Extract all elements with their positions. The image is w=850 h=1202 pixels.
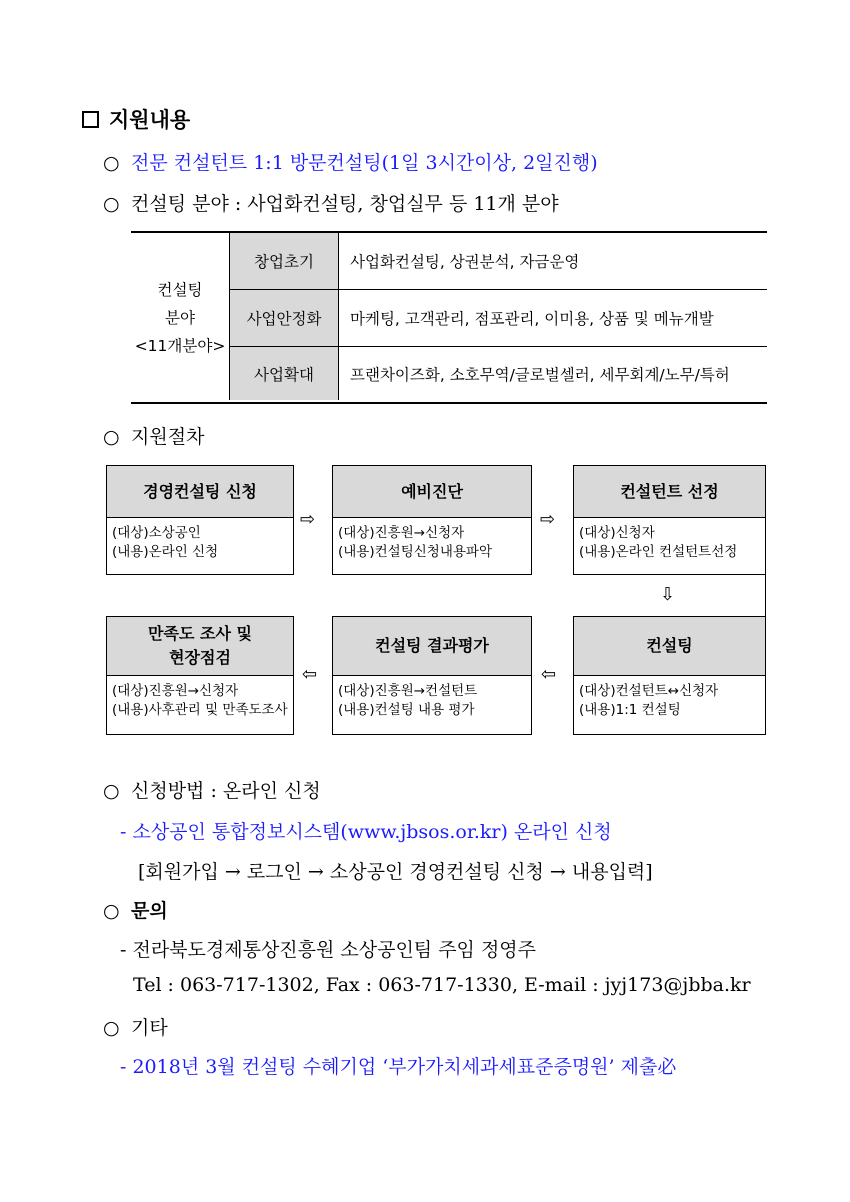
procedure-item bbox=[103, 422, 204, 449]
step-target: (대상)컨설턴트↔신청자 bbox=[579, 683, 719, 699]
step-title: 컨설팅 bbox=[574, 617, 765, 676]
step-content: (내용)컨설팅 내용 평가 bbox=[338, 702, 475, 718]
step-body bbox=[333, 676, 531, 720]
apply-steps-text: [회원가입 → 로그인 → 소상공인 경영컨설팅 신청 → 내용입력] bbox=[138, 861, 653, 883]
fields-intro-item bbox=[103, 189, 559, 216]
etc-sub-text: - 2018년 3월 컨설팅 수혜기업 ‘부가가치세과세표준증명원’ 제출必 bbox=[120, 1056, 677, 1078]
step-target: (대상)진흥원→신청자 bbox=[112, 683, 239, 699]
section-title: 지원내용 bbox=[109, 107, 191, 132]
circle-bullet-icon: ○ bbox=[103, 152, 120, 174]
apply-method-item bbox=[103, 776, 321, 803]
circle-bullet-icon: ○ bbox=[103, 900, 120, 922]
step-target: (대상)진흥원→신청자 bbox=[338, 525, 465, 541]
fields-intro-text: 컨설팅 분야 : 사업화컨설팅, 창업실무 등 11개 분야 bbox=[131, 193, 559, 215]
inquiry-label: 문의 bbox=[131, 900, 168, 922]
step-body bbox=[574, 676, 765, 720]
procedure-step-satisfaction bbox=[106, 616, 294, 735]
consulting-field-table bbox=[131, 231, 767, 404]
procedure-label: 지원절차 bbox=[131, 426, 205, 448]
procedure-step-consulting bbox=[573, 616, 766, 735]
step-target: (대상)소상공인 bbox=[112, 525, 201, 541]
square-bullet-icon bbox=[82, 111, 99, 128]
left-arrow-icon: ⇦ bbox=[302, 664, 318, 685]
step-title: 예비진단 bbox=[333, 466, 531, 518]
step-content: (내용)온라인 컨설턴트선정 bbox=[579, 544, 738, 560]
step-title: 경영컨설팅 신청 bbox=[107, 466, 293, 518]
field-category-cell: 사업확대 bbox=[229, 347, 339, 400]
step-target: (대상)신청자 bbox=[579, 525, 655, 541]
etc-label: 기타 bbox=[131, 1017, 168, 1039]
field-table-left-line3: <11개분야> bbox=[134, 336, 226, 355]
field-desc-cell: 마케팅, 고객관리, 점포관리, 이미용, 상품 및 메뉴개발 bbox=[350, 310, 714, 328]
step-content: (내용)1:1 컨설팅 bbox=[579, 702, 681, 718]
step-body bbox=[333, 518, 531, 562]
consulting-item bbox=[103, 148, 598, 175]
field-category-cell: 사업안정화 bbox=[229, 290, 339, 346]
step-body bbox=[107, 676, 293, 720]
field-desc-cell: 사업화컨설팅, 상권분석, 자금운영 bbox=[350, 253, 580, 271]
circle-bullet-icon: ○ bbox=[103, 780, 120, 802]
step-title: 컨설팅 결과평가 bbox=[333, 617, 531, 676]
procedure-step-select-consultant bbox=[573, 465, 766, 575]
procedure-step-prediagnosis bbox=[332, 465, 532, 575]
step-target: (대상)진흥원→컨설턴트 bbox=[338, 683, 478, 699]
apply-sub-text: - 소상공인 통합정보시스템(www.jbsos.or.kr) 온라인 신청 bbox=[120, 821, 612, 843]
step-content: (내용)온라인 신청 bbox=[112, 544, 219, 560]
procedure-step-apply bbox=[106, 465, 294, 575]
field-category-cell: 창업초기 bbox=[229, 233, 339, 289]
connector-line bbox=[765, 575, 766, 617]
field-table-left-line2: 분야 bbox=[165, 308, 195, 327]
inquiry-org-text: - 전라북도경제통상진흥원 소상공인팀 주임 정영주 bbox=[120, 939, 537, 961]
right-arrow-icon: ⇨ bbox=[300, 509, 316, 530]
step-content: (내용)사후관리 및 만족도조사 bbox=[112, 702, 288, 718]
field-table-left-cell bbox=[131, 233, 229, 402]
step-body bbox=[107, 518, 293, 562]
inquiry-contact-text: Tel : 063-717-1302, Fax : 063-717-1330, E-mail : jyj173@jbba.kr bbox=[133, 974, 751, 996]
inquiry-item bbox=[103, 896, 168, 923]
field-table-left-line1: 컨설팅 bbox=[157, 280, 203, 299]
right-arrow-icon: ⇨ bbox=[540, 509, 556, 530]
circle-bullet-icon: ○ bbox=[103, 193, 120, 215]
apply-method-text: 신청방법 : 온라인 신청 bbox=[131, 780, 321, 802]
procedure-step-evaluation bbox=[332, 616, 532, 735]
down-arrow-icon: ⇩ bbox=[660, 584, 676, 605]
circle-bullet-icon: ○ bbox=[103, 426, 120, 448]
field-desc-cell: 프랜차이즈화, 소호무역/글로벌셀러, 세무회계/노무/특허 bbox=[350, 365, 730, 384]
step-title: 컨설턴트 선정 bbox=[574, 466, 765, 518]
circle-bullet-icon: ○ bbox=[103, 1017, 120, 1039]
left-arrow-icon: ⇦ bbox=[541, 664, 557, 685]
consulting-text: 전문 컨설턴트 1:1 방문컨설팅(1일 3시간이상, 2일진행) bbox=[131, 152, 598, 174]
step-title: 만족도 조사 및 현장점검 bbox=[107, 617, 293, 676]
step-body bbox=[574, 518, 765, 562]
etc-item bbox=[103, 1013, 168, 1040]
section-heading bbox=[82, 104, 190, 134]
step-content: (내용)컨설팅신청내용파악 bbox=[338, 544, 492, 560]
